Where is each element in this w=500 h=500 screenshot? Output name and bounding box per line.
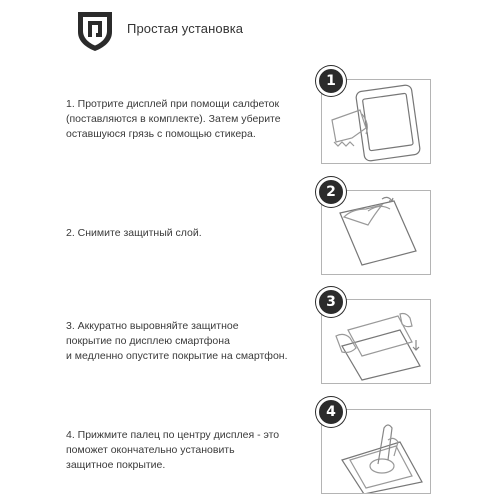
- shield-logo-icon: [76, 10, 114, 52]
- step-3-badge: 3: [316, 287, 346, 317]
- page-title: Простая установка: [127, 21, 244, 36]
- step-1-line: оставшуюся грязь с помощью стикера.: [66, 128, 256, 140]
- step-1-line: 1. Протрите дисплей при помощи салфеток: [66, 98, 280, 110]
- step-4-badge: 4: [316, 397, 346, 427]
- step-2-line: 2. Снимите защитный слой.: [66, 227, 202, 239]
- step-3-line: и медленно опустите покрытие на смартфон.: [66, 350, 288, 362]
- step-4-line: защитное покрытие.: [66, 459, 166, 471]
- step-1-text: [66, 97, 311, 142]
- step-4-line: 4. Прижмите палец по центру дисплея - это: [66, 429, 280, 441]
- step-3-line: покрытие по дисплею смартфона: [66, 335, 230, 347]
- step-2-text: [66, 226, 311, 241]
- step-1-line: (поставляются в комплекте). Затем уберите: [66, 113, 281, 125]
- step-1-badge: 1: [316, 66, 346, 96]
- step-4-text: [66, 428, 311, 473]
- step-3-line: 3. Аккуратно выровняйте защитное: [66, 320, 239, 332]
- step-2-badge: 2: [316, 177, 346, 207]
- step-3-text: [66, 319, 311, 364]
- step-4-line: поможет окончательно установить: [66, 444, 235, 456]
